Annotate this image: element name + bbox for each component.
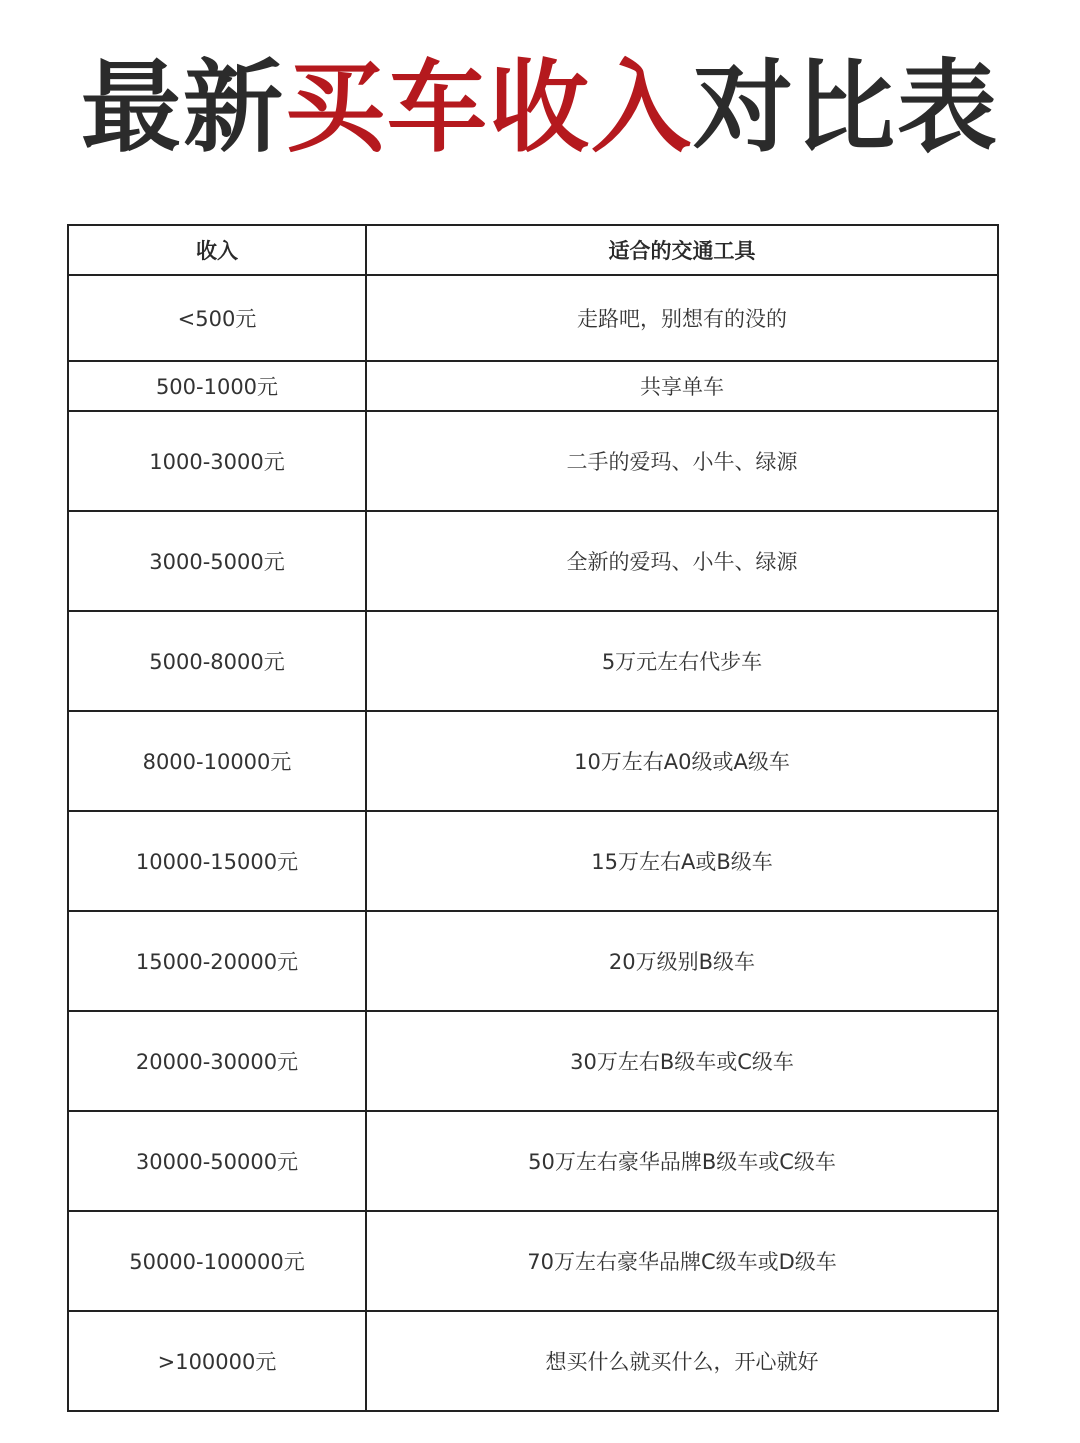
title-part-comparison: 对比表: [693, 49, 999, 166]
table-row: [68, 611, 998, 711]
table-header-row: [68, 225, 998, 275]
income-cell: 5000-8000元: [68, 611, 366, 711]
vehicle-cell: 15万左右A或B级车: [366, 811, 998, 911]
table-row: [68, 911, 998, 1011]
header-vehicle: 适合的交通工具: [366, 225, 998, 275]
vehicle-cell: 50万左右豪华品牌B级车或C级车: [366, 1111, 998, 1211]
vehicle-cell: 想买什么就买什么，开心就好: [366, 1311, 998, 1411]
table-row: [68, 711, 998, 811]
income-cell: <500元: [68, 275, 366, 361]
table-row: [68, 1311, 998, 1411]
table-row: [68, 811, 998, 911]
vehicle-cell: 共享单车: [366, 361, 998, 411]
vehicle-cell: 二手的爱玛、小牛、绿源: [366, 411, 998, 511]
income-cell: 30000-50000元: [68, 1111, 366, 1211]
income-cell: 8000-10000元: [68, 711, 366, 811]
header-income: 收入: [68, 225, 366, 275]
page-title: [0, 50, 1080, 165]
table-row: [68, 1111, 998, 1211]
table-row: [68, 1211, 998, 1311]
title-part-car-income: 买车收入: [285, 49, 693, 166]
table-row: [68, 411, 998, 511]
income-cell: 10000-15000元: [68, 811, 366, 911]
vehicle-cell: 全新的爱玛、小牛、绿源: [366, 511, 998, 611]
vehicle-cell: 走路吧，别想有的没的: [366, 275, 998, 361]
vehicle-cell: 70万左右豪华品牌C级车或D级车: [366, 1211, 998, 1311]
income-cell: 1000-3000元: [68, 411, 366, 511]
title-part-latest: 最新: [81, 49, 285, 166]
table-row: [68, 275, 998, 361]
table-row: [68, 511, 998, 611]
table-row: [68, 361, 998, 411]
income-cell: 15000-20000元: [68, 911, 366, 1011]
income-cell: 20000-30000元: [68, 1011, 366, 1111]
table-row: [68, 1011, 998, 1111]
income-cell: 50000-100000元: [68, 1211, 366, 1311]
vehicle-cell: 10万左右A0级或A级车: [366, 711, 998, 811]
income-cell: >100000元: [68, 1311, 366, 1411]
vehicle-cell: 30万左右B级车或C级车: [366, 1011, 998, 1111]
income-cell: 500-1000元: [68, 361, 366, 411]
income-vehicle-table: [67, 224, 999, 1412]
vehicle-cell: 20万级别B级车: [366, 911, 998, 1011]
vehicle-cell: 5万元左右代步车: [366, 611, 998, 711]
income-cell: 3000-5000元: [68, 511, 366, 611]
